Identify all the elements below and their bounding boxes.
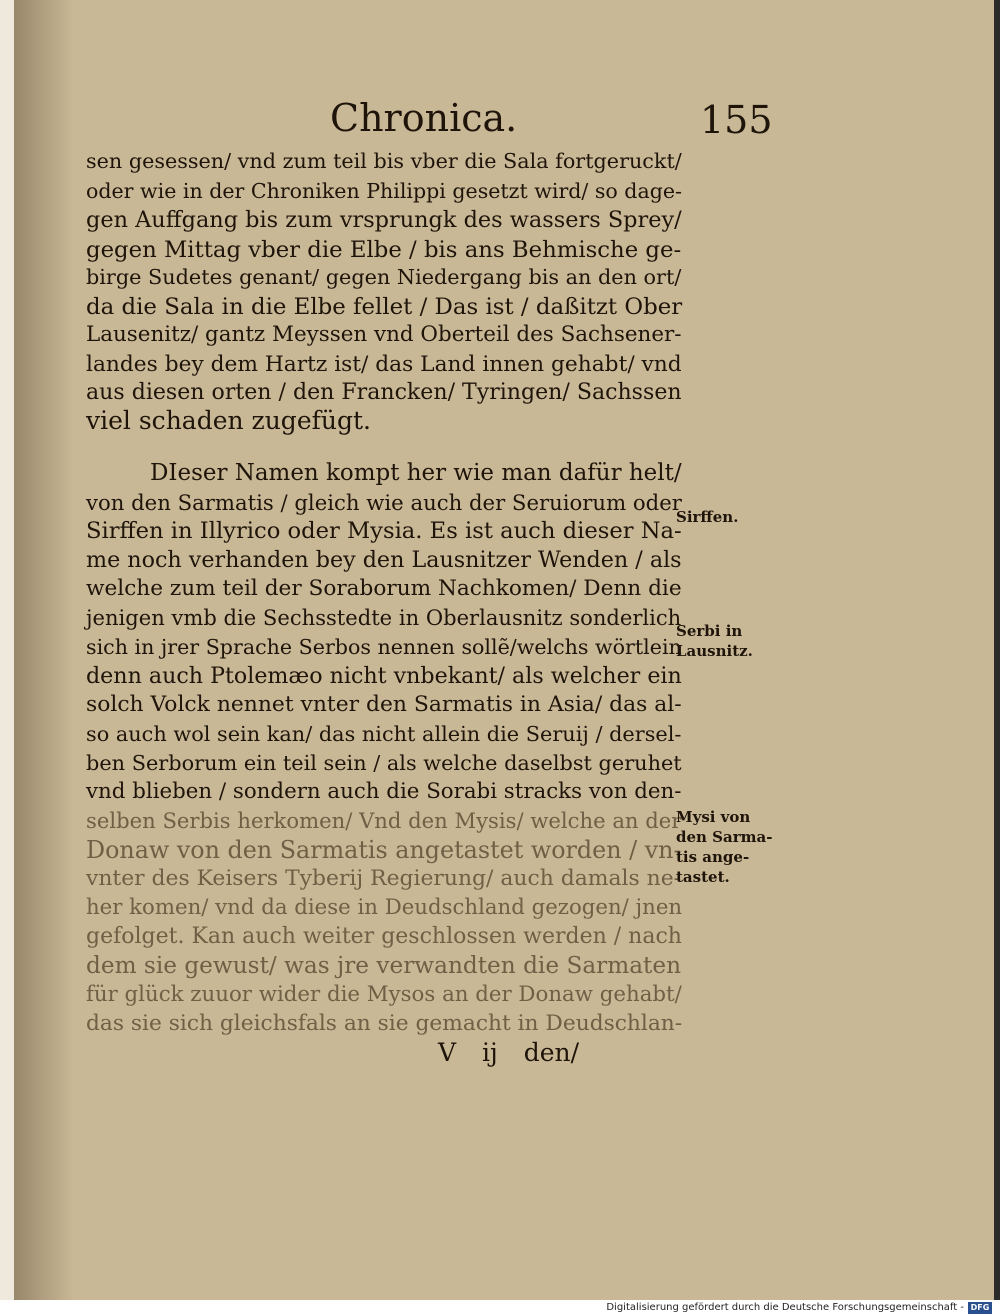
text-line: viel schaden zugefügt. — [86, 406, 371, 435]
text-line: me noch verhanden bey den Lausnitzer Wenden / als — [86, 547, 682, 573]
text-line: das sie sich gleichsfals an sie gemacht in Deudschlan- — [86, 1011, 683, 1036]
left-edge-band — [0, 0, 14, 1300]
text-line: vnter des Keisers Tyberij Regierung/ auch damals ne- — [86, 866, 682, 891]
margin-note: tis ange- — [676, 848, 750, 866]
margin-note: den Sarma- — [676, 828, 773, 846]
text-line: gefolget. Kan auch weiter geschlossen werden / nach — [86, 924, 682, 949]
page-number: 155 — [700, 98, 773, 142]
text-line: sich in jrer Sprache Serbos nennen sollẽ/welchs wörtlein — [86, 635, 682, 659]
text-line: vnd blieben / sondern auch die Sorabi stracks von den- — [86, 779, 682, 804]
text-line: Donaw von den Sarmatis angetastet worden / vn- — [86, 836, 682, 864]
text-line: denn auch Ptolemæo nicht vnbekant/ als welcher ein — [86, 663, 682, 689]
text-line: jenigen vmb die Sechsstedte in Oberlausnitz sonderlich — [86, 605, 682, 630]
margin-note: Mysi von — [676, 808, 751, 826]
text-line: für glück zuuor wider die Mysos an der Donaw gehabt/ — [86, 982, 682, 1007]
text-line: selben Serbis herkomen/ Vnd den Mysis/ welche an der — [86, 808, 682, 833]
text-line: solch Volck nennet vnter den Sarmatis in Asia/ das al- — [86, 692, 682, 717]
text-line: da die Sala in die Elbe fellet / Das ist / daßitzt Ober — [86, 294, 683, 320]
margin-note: Sirffen. — [676, 508, 739, 526]
gutter-shadow — [14, 0, 74, 1300]
text-line: dem sie gewust/ was jre verwandten die Sarmaten — [86, 952, 682, 979]
text-line: her komen/ vnd da diese in Deudschland gezogen/ jnen — [86, 895, 683, 920]
text-line: gen Auffgang bis zum vrsprungk des wassers Sprey/ — [86, 207, 682, 233]
footer-credit: Digitalisierung gefördert durch die Deutsche Forschungsgemeinschaft - — [606, 1302, 964, 1313]
text-line: Lausenitz/ gantz Meyssen vnd Oberteil des Sachsener- — [86, 322, 682, 347]
text-line: welche zum teil der Soraborum Nachkomen/ Denn die — [86, 576, 682, 601]
text-line: ben Serborum ein teil sein / als welche daselbst geruhet — [86, 751, 682, 775]
dfg-logo: DFG — [968, 1302, 992, 1314]
text-line: oder wie in der Chroniken Philippi gesetzt wird/ so dage- — [86, 179, 682, 203]
text-line: von den Sarmatis / gleich wie auch der Seruiorum oder — [86, 490, 682, 515]
text-line: sen gesessen/ vnd zum teil bis vber die Sala fortgeruckt/ — [86, 149, 682, 173]
text-line: Sirffen in Illyrico oder Mysia. Es ist auch dieser Na- — [86, 518, 682, 544]
margin-note: tastet. — [676, 868, 730, 886]
text-line: DIeser Namen kompt her wie man dafür helt/ — [150, 460, 682, 486]
text-line: gegen Mittag vber die Elbe / bis ans Behmische ge- — [86, 237, 682, 263]
text-line: aus diesen orten / den Francken/ Tyringen/ Sachssen — [86, 380, 682, 405]
margin-note: Lausnitz. — [676, 642, 753, 660]
text-line: birge Sudetes genant/ gegen Niedergang bis an den ort/ — [86, 265, 682, 289]
running-head: Chronica. — [330, 96, 518, 140]
signature-catchword: V ij den/ — [438, 1038, 580, 1067]
margin-note: Serbi in — [676, 622, 743, 640]
text-line: landes bey dem Hartz ist/ das Land innen gehabt/ vnd — [86, 352, 682, 377]
text-line: so auch wol sein kan/ das nicht allein die Seruij / dersel- — [86, 722, 682, 746]
